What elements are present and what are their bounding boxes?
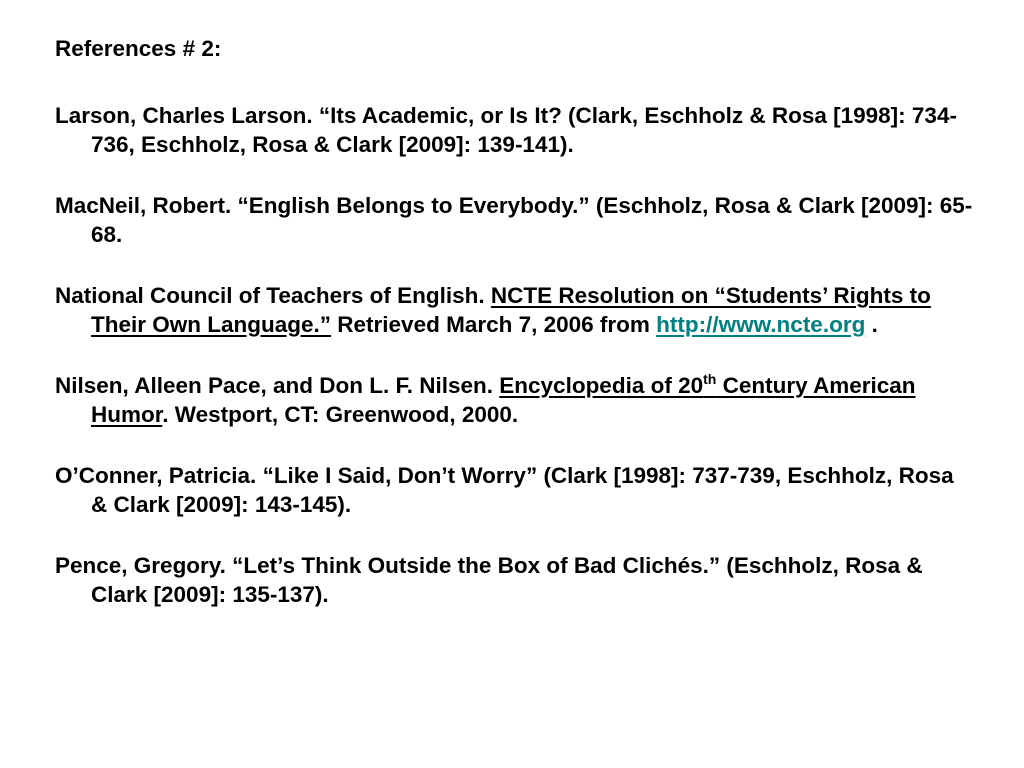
reference-text: O’Conner, Patricia. “Like I Said, Don’t Worry” (Clark [1998]: 737-739, Eschholz, Rosa & Clark [2009]: 143-145). (55, 463, 954, 517)
reference-title-superscript: th (703, 371, 717, 387)
reference-end: . (865, 311, 878, 337)
reference-item-macneil (55, 192, 975, 249)
reference-item-nilsen (55, 372, 975, 429)
reference-text: Larson, Charles Larson. “Its Academic, or Is It? (Clark, Eschholz & Rosa [1998]: 734-736, Eschholz, Rosa & Clark [2009]: 139-141). (55, 103, 957, 157)
reference-title: NCTE Resolution on “Students’ Rights to Their Own Language.” (91, 283, 931, 337)
ncte-link[interactable]: http://www.ncte.org (656, 311, 866, 337)
reference-retrieved-text: Retrieved March 7, 2006 from (331, 311, 657, 337)
reference-item-pence (55, 552, 975, 609)
reference-list (55, 102, 975, 642)
reference-title-part: Century American Humor (91, 373, 916, 427)
reference-item-ncte (55, 282, 975, 339)
page-title: References # 2: (55, 36, 222, 61)
reference-author: Nilsen, Alleen Pace, and Don L. F. Nilsen. (55, 373, 500, 398)
reference-item-larson (55, 102, 975, 159)
reference-text: MacNeil, Robert. “English Belongs to Everybody.” (Eschholz, Rosa & Clark [2009]: 65-68. (55, 193, 973, 247)
reference-title-part: Encyclopedia of 20 (499, 373, 704, 398)
reference-text: Pence, Gregory. “Let’s Think Outside the Box of Bad Clichés.” (Eschholz, Rosa & Clark [2009]: 135-137). (55, 553, 923, 607)
reference-publisher: . Westport, CT: Greenwood, 2000. (162, 401, 519, 427)
reference-author: National Council of Teachers of English. (55, 283, 491, 308)
reference-item-oconner (55, 462, 975, 519)
